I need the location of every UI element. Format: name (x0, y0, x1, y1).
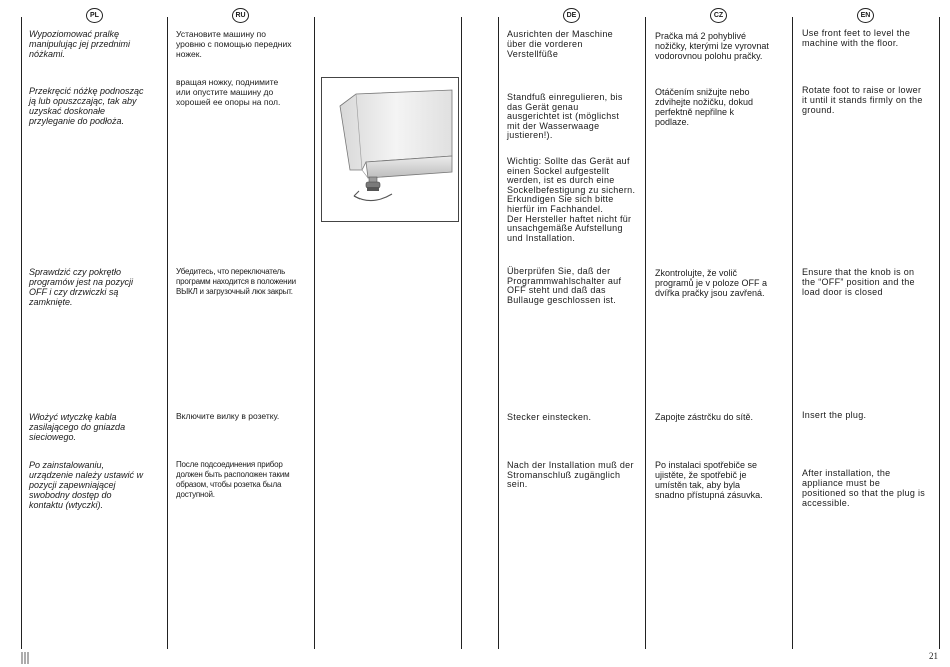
de-plug-instruction: Stecker einstecken. (507, 412, 592, 422)
column-rule (314, 17, 315, 649)
pl-accessible-instruction: Po zainstalowaniu, urządzenie należy ustawić w pozycji zapewniającej swobodny dostęp do kontaktu (wtyczki). (29, 460, 144, 510)
column-rule (792, 17, 793, 649)
ru-knob-instruction: Убедитесь, что переключатель программ находится в положении ВЫКЛ и загрузочный люк закрыт. (176, 267, 296, 296)
en-level-instruction: Use front feet to level the machine with the floor. (802, 28, 911, 48)
ru-accessible-instruction: После подсоединения прибор должен быть расположен таким образом, чтобы розетка была доступной. (176, 460, 290, 499)
cz-rotate-instruction: Otáčením snižujte nebo zdvihejte nožičku, dokud perfektně nepřilne k podlaze. (655, 87, 754, 127)
de-accessible-instruction: Nach der Installation muß der Stromanschluß zugänglich sein. (507, 460, 634, 490)
column-rule (167, 17, 168, 649)
en-rotate-instruction: Rotate foot to raise or lower it until it stands firmly on the ground. (802, 85, 923, 115)
cz-accessible-instruction: Po instalaci spotřebiče se ujistěte, že spotřebič je umístěn tak, aby byla snadno přístupná zásuvka. (655, 460, 763, 500)
pl-plug-instruction: Włożyć wtyczkę kabla zasilającego do gniazda sieciowego. (29, 412, 126, 442)
de-level-instruction: Ausrichten der Maschine über die vorderen Verstellfüße (507, 29, 613, 59)
language-badge-ru: RU (232, 8, 249, 23)
language-badge-de: DE (563, 8, 580, 23)
washing-machine-foot-illustration (321, 77, 459, 222)
column-rule (21, 17, 22, 649)
column-rule (461, 17, 462, 649)
column-rule (498, 17, 499, 649)
washing-machine-foot-rotate-icon (322, 78, 458, 221)
page-number: 21 (929, 651, 938, 661)
column-rule (645, 17, 646, 649)
language-badge-cz: CZ (710, 8, 727, 23)
de-important-note: Wichtig: Sollte das Gerät auf einen Sockel aufgestellt werden, ist es durch eine Sockelbefestigung zu sichern. Erkundigen Sie sich bitte hierfür im Fachhandel. Der Hersteller haftet nicht für unsachgemäße Aufstellung und Installation. (507, 156, 636, 243)
cz-level-instruction: Pračka má 2 pohyblivé nožičky, kterými lze vyrovnat vodorovnou polohu pračky. (655, 31, 769, 61)
binding-mark (21, 652, 31, 666)
column-rule (939, 17, 940, 649)
en-knob-instruction: Ensure that the knob is on the “OFF” position and the load door is closed (802, 267, 915, 297)
en-plug-instruction: Insert the plug. (802, 410, 867, 420)
de-knob-instruction: Überprüfen Sie, daß der Programmwahlschalter auf OFF steht und daß das Bullauge geschlossen ist. (507, 266, 622, 305)
ru-rotate-instruction: вращая ножку, поднимите или опустите машину до хорошей ее опоры на пол. (176, 77, 281, 107)
language-badge-en: EN (857, 8, 874, 23)
pl-level-instruction: Wypoziomować pralkę manipulując jej przednimi nóżkami. (29, 29, 131, 59)
language-badge-pl: PL (86, 8, 103, 23)
pl-knob-instruction: Sprawdzić czy pokrętło programów jest na pozycji OFF i czy drzwiczki są zamknięte. (29, 267, 134, 307)
pl-rotate-instruction: Przekręcić nóżkę podnosząc ją lub opuszczając, tak aby uzyskać doskonałe przyleganie do podłoża. (29, 86, 144, 126)
en-accessible-instruction: After installation, the appliance must be positioned so that the plug is accessible. (802, 468, 926, 508)
cz-knob-instruction: Zkontrolujte, že volič programů je v poloze OFF a dvířka pračky jsou zavřená. (655, 268, 768, 298)
cz-plug-instruction: Zapojte zástrčku do sítě. (655, 412, 754, 422)
ru-level-instruction: Установите машину по уровню с помощью передних ножек. (176, 29, 292, 59)
ru-plug-instruction: Включите вилку в розетку. (176, 411, 280, 421)
de-rotate-instruction: Standfuß einregulieren, bis das Gerät genau ausgerichtet ist (möglichst mit der Wasserwaage justieren!). (507, 92, 623, 141)
